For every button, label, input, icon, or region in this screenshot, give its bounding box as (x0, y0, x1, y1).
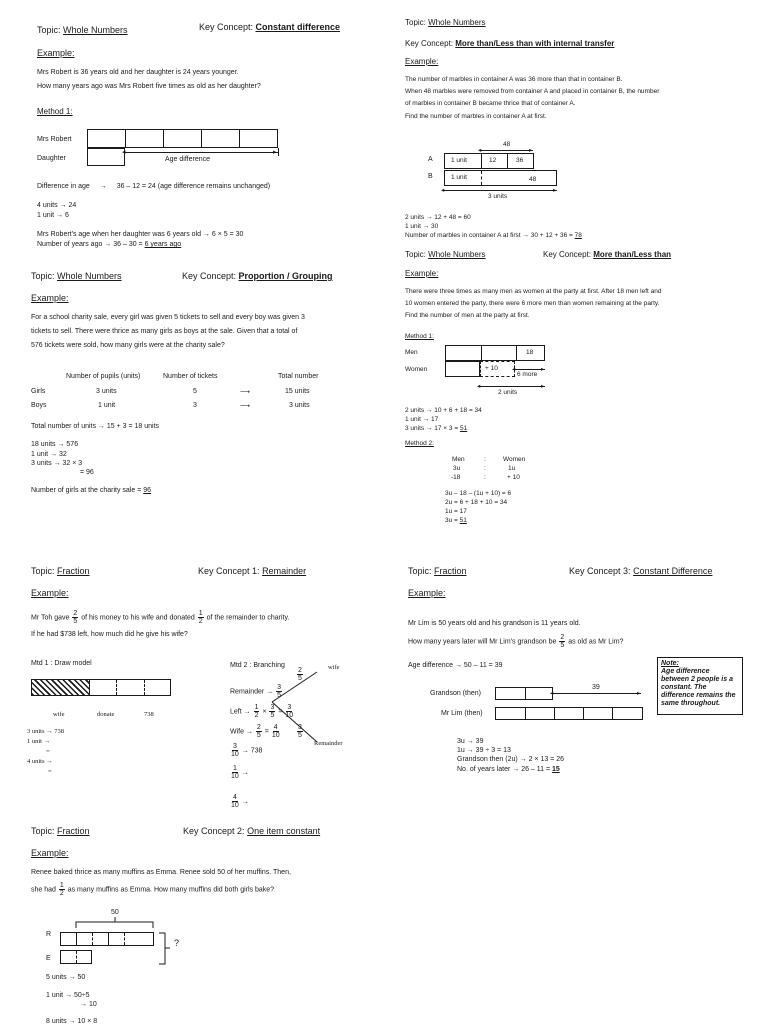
working-line: 4 units → (27, 758, 53, 765)
fraction (59, 882, 65, 897)
working-text: No. of years later → 26 – 11 = (457, 766, 553, 773)
working-line (230, 765, 249, 780)
fraction (198, 610, 204, 625)
problem-line (408, 634, 623, 649)
problem-line: When 48 marbles were removed from container A and placed in container B, the number (405, 88, 660, 95)
working-text: Left → (230, 708, 251, 716)
bar-label-daughter: Daughter (37, 155, 66, 162)
cell-label: 1 unit (451, 157, 467, 164)
fraction (231, 743, 239, 758)
working-text: → (241, 798, 249, 806)
working-line (405, 232, 582, 239)
money-bar (31, 679, 171, 696)
table-cell: 1 unit (98, 402, 116, 409)
topic-name: Fraction (434, 566, 467, 576)
problem-line: How many years ago was Mrs Robert five times as old as her daughter? (37, 83, 261, 90)
table-cell: 3 units (96, 388, 117, 395)
problem-line: Renee baked thrice as many muffins as Emma. Renee sold 50 of her muffins. Then, (31, 869, 291, 876)
topic-heading (31, 566, 90, 576)
numerator: 2 (560, 634, 565, 641)
example-label: Example: (31, 293, 69, 303)
bar-label-a: A (428, 156, 433, 163)
key-concept-heading (199, 22, 340, 32)
container-b-bar (444, 170, 557, 186)
denominator: 10 (271, 732, 280, 739)
numerator: 3 (298, 724, 302, 731)
bar-label-e: E (46, 955, 51, 962)
answer: 51 (459, 425, 468, 432)
working-line: 1 unit → 6 (37, 212, 69, 219)
topic-name: Fraction (57, 826, 90, 836)
working-line: → 10 (80, 1001, 97, 1008)
concept-label: Key Concept 2: (183, 826, 245, 836)
method-label: Method 2: (405, 440, 434, 447)
topic-name: Whole Numbers (428, 250, 486, 259)
fraction (231, 794, 239, 809)
topic-label: Topic: (408, 566, 432, 576)
example-label: Example: (37, 48, 75, 58)
problem-line (31, 882, 274, 897)
problem-line: Find the number of men at the party at first. (405, 312, 530, 319)
daughter-bar (87, 148, 125, 166)
numerator: 4 (273, 724, 278, 731)
answer: 96 (143, 487, 152, 494)
working-line: 2 units → 12 + 48 = 60 (405, 214, 471, 221)
note-title: Note: (661, 660, 679, 667)
row-label: Boys (31, 402, 47, 409)
working-line: Age difference → 50 – 11 = 39 (408, 662, 503, 669)
table-cell: 15 units (285, 388, 310, 395)
topic-label: Topic: (405, 250, 426, 259)
numerator: 3 (232, 743, 237, 750)
topic-label: Topic: (31, 826, 55, 836)
topic-heading (405, 250, 486, 259)
working-line: 18 units → 576 (31, 441, 79, 448)
bar-label-grandson: Grandson (then) (430, 690, 481, 697)
denominator: 5 (560, 642, 565, 649)
concept-name: Remainder (262, 566, 307, 576)
problem-line: The number of marbles in container A was 36 more than that in container B. (405, 76, 623, 83)
topic-name: Whole Numbers (428, 18, 486, 27)
brace-right (158, 932, 172, 966)
example-label: Example: (31, 588, 69, 598)
topic-heading (405, 18, 486, 27)
working-line: 4 units → 24 (37, 202, 77, 209)
operator: = (278, 708, 283, 716)
fraction (297, 724, 303, 739)
working-text: Remainder → (230, 688, 274, 696)
working-text: → 738 (241, 747, 263, 755)
table-cell: -18 (451, 474, 461, 481)
working-line: = (48, 768, 52, 775)
numerator: 1 (198, 610, 203, 617)
example-label: Example: (31, 848, 69, 858)
age-difference-arrow (125, 152, 278, 153)
answer: 78 (574, 232, 582, 239)
fraction (72, 610, 78, 625)
key-concept-heading (569, 566, 712, 576)
problem-text: as many muffins as Emma. How many muffins did both girls bake? (65, 886, 275, 894)
numerator: 2 (73, 610, 78, 617)
working-text: Difference in age (37, 183, 90, 190)
table-header: Total number (278, 373, 319, 380)
key-concept-heading (183, 826, 320, 836)
cell-label: 18 (526, 349, 534, 356)
note-body: Age difference between 2 people is a constant. The difference remains the same throughout. (661, 668, 736, 708)
cell-label: + 10 (485, 365, 498, 372)
working-line: 8 units → 10 × 8 (46, 1018, 98, 1024)
problem-line (31, 610, 289, 625)
numerator: 2 (298, 667, 302, 674)
age-difference-label: Age difference (165, 156, 211, 163)
working-line: 1 unit → 17 (405, 416, 439, 423)
fraction (231, 765, 239, 780)
concept-name: Constant difference (255, 22, 341, 32)
working-line: = 96 (80, 469, 94, 476)
tree-fraction-top (296, 667, 304, 682)
working-line: = (46, 748, 50, 755)
answer: 6 years ago (144, 241, 182, 248)
denominator: 5 (298, 732, 302, 739)
concept-name: Proportion / Grouping (238, 271, 333, 281)
working-text: Number of years ago → 36 – 30 = (37, 241, 145, 248)
bar-label-738: 738 (144, 711, 154, 718)
bar-label-mrlim: Mr Lim (then) (441, 710, 483, 717)
renee-bar (60, 932, 154, 946)
bar-label-women: Women (405, 366, 428, 373)
working-line: 1 unit → 30 (405, 223, 439, 230)
key-concept-heading (543, 250, 671, 259)
example-label: Example: (408, 588, 446, 598)
working-line: 2 units → 10 + 6 + 18 = 34 (405, 407, 482, 414)
concept-label: Key Concept 3: (569, 566, 631, 576)
working-text: Number of girls at the charity sale = (31, 487, 144, 494)
working-line: 3 units → 32 × 3 (31, 460, 83, 467)
table-cell: 5 (193, 388, 197, 395)
working-line (230, 743, 262, 758)
problem-text: of the remainder to charity. (204, 614, 290, 622)
bar-label-robert: Mrs Robert (37, 136, 72, 143)
key-concept-heading (405, 39, 614, 48)
concept-label: Key Concept: (543, 250, 592, 259)
problem-text: she had (31, 886, 58, 894)
working-line: Mrs Robert's age when her daughter was 6 years old → 6 × 5 = 30 (37, 231, 244, 238)
problem-text: How many years later will Mr Lim's grandson be (408, 638, 559, 646)
brace-top (75, 917, 155, 929)
fraction (559, 634, 565, 649)
numerator: 1 (232, 765, 237, 772)
denominator: 5 (270, 712, 275, 719)
value-label: 50 (111, 909, 119, 916)
answer: 15 (552, 766, 560, 773)
cell-label: 1 unit (451, 174, 467, 181)
emma-bar (60, 950, 92, 964)
method-label: Mtd 1 : Draw model (31, 660, 92, 667)
numerator: 3 (277, 684, 282, 691)
numerator: 2 (256, 724, 261, 731)
working-line: 1 unit → 50÷5 (46, 992, 90, 999)
topic-label: Topic: (405, 18, 426, 27)
table-header: Men (452, 456, 465, 463)
working-line: 3u – 18 – (1u + 10) = 6 (445, 490, 512, 497)
working-line (457, 766, 560, 773)
fraction (256, 724, 262, 739)
grandson-bar (495, 687, 553, 700)
concept-name: More than/Less than with internal transfer (455, 39, 615, 48)
numerator: 1 (59, 882, 64, 889)
topic-heading (37, 25, 128, 35)
topic-name: Fraction (57, 566, 90, 576)
denominator: 5 (73, 618, 78, 625)
concept-label: Key Concept 1: (198, 566, 260, 576)
working-text: Number of marbles in container A at first → 30 + 12 + 36 = (405, 232, 575, 239)
fraction (254, 704, 260, 719)
numerator: 3 (270, 704, 275, 711)
working-text: → (241, 769, 249, 777)
method-label: Method 1: (37, 107, 73, 116)
denominator: 10 (231, 773, 239, 780)
value-label: 39 (592, 684, 600, 691)
bar-label-donate: donate (97, 711, 115, 718)
note-box (657, 657, 743, 715)
row-label: Girls (31, 388, 46, 395)
table-header: Number of pupils (units) (66, 373, 141, 380)
method-label: Mtd 2 : Branching (230, 662, 285, 669)
denominator: 10 (231, 751, 239, 758)
problem-line: 10 women entered the party, there were 6 more men than women remaining at the party. (405, 300, 660, 307)
working-line (230, 794, 249, 809)
working-line: 2u = 6 + 18 + 10 = 34 (445, 499, 508, 506)
denominator: 5 (256, 732, 261, 739)
topic-heading (408, 566, 467, 576)
working-line (405, 425, 467, 432)
working-line: 1u = 17 (445, 508, 467, 515)
denominator: 5 (277, 692, 282, 699)
problem-line: For a school charity sale, every girl was given 5 tickets to sell and every boy was given 3 (31, 314, 305, 321)
table-cell: 1u (508, 465, 516, 472)
working-line: 1u → 39 ÷ 3 = 13 (457, 747, 511, 754)
operator: = (264, 728, 269, 736)
table-cell: 3 (193, 402, 197, 409)
operator: × (262, 708, 267, 716)
value-label: 2 units (498, 389, 518, 396)
concept-name: More than/Less than (593, 250, 672, 259)
problem-line: of marbles in container B became thrice that of container A. (405, 100, 576, 107)
working-text: Wife → (230, 728, 253, 736)
denominator: 2 (198, 618, 203, 625)
fraction (297, 667, 303, 682)
cell-label: 12 (489, 157, 497, 164)
problem-line: Mrs Robert is 36 years old and her daughter is 24 years younger. (37, 69, 239, 76)
concept-label: Key Concept: (199, 22, 254, 32)
table-cell: 3 units (289, 402, 310, 409)
women-bar (445, 361, 480, 377)
tree-fraction-bottom (296, 724, 304, 739)
answer: 51 (459, 517, 467, 524)
women-added-bar (480, 361, 515, 377)
problem-line: There were three times as many men as women at the party at first. After 18 men left and (405, 288, 662, 295)
key-concept-heading (182, 271, 333, 281)
numerator: 4 (232, 794, 237, 801)
working-line: 3u → 39 (457, 738, 484, 745)
container-a-bar (444, 153, 534, 169)
topic-name: Whole Numbers (63, 25, 128, 35)
problem-line: 576 tickets were sold, how many girls were at the charity sale? (31, 342, 225, 349)
table-cell: + 10 (507, 474, 520, 481)
working-line: 1 unit → (27, 738, 51, 745)
problem-line: If he had $738 left, how much did he give his wife? (31, 631, 188, 638)
tree-label-remainder: Remainder (314, 740, 343, 747)
bar-label-r: R (46, 931, 52, 938)
example-label: Example: (405, 269, 439, 278)
concept-label: Key Concept: (182, 271, 237, 281)
topic-heading (31, 826, 90, 836)
working-text: 3 units → 17 × 3 = (405, 425, 460, 432)
bar-label-b: B (428, 173, 433, 180)
problem-line: tickets to sell. There were thrice as many girls as boys at the sale. Given that a total of (31, 328, 298, 335)
numerator: 1 (254, 704, 259, 711)
denominator: 2 (59, 890, 64, 897)
table-cell: 3u (453, 465, 461, 472)
tree-label-wife: wife (328, 664, 340, 671)
topic-label: Topic: (31, 271, 55, 281)
topic-label: Topic: (31, 566, 55, 576)
working-line (445, 517, 467, 524)
topic-name: Whole Numbers (57, 271, 122, 281)
numerator: 3 (287, 704, 292, 711)
topic-label: Topic: (37, 25, 61, 35)
problem-line: Mr Lim is 50 years old and his grandson is 11 years old. (408, 620, 581, 627)
denominator: 5 (298, 675, 302, 682)
value-label: 6 more (517, 371, 538, 378)
cell-label: 48 (529, 176, 537, 183)
table-header: Number of tickets (163, 373, 218, 380)
concept-name: One item constant (247, 826, 321, 836)
men-bar (445, 345, 545, 361)
working-line: 1 unit → 32 (31, 451, 67, 458)
denominator: 10 (231, 802, 239, 809)
working-line: Difference in age → 36 – 12 = 24 (age difference remains unchanged) (37, 183, 271, 190)
concept-label: Key Concept: (405, 39, 454, 48)
working-line: 5 units → 50 (46, 974, 86, 981)
working-line (31, 487, 151, 494)
problem-text: as old as Mr Lim? (566, 638, 624, 646)
table-header: Women (503, 456, 526, 463)
robert-bar (87, 129, 278, 148)
denominator: 2 (254, 712, 259, 719)
working-line: Total number of units → 15 + 3 = 18 units (31, 423, 160, 430)
working-line: Grandson then (2u) → 2 × 13 = 26 (457, 756, 565, 763)
mrlim-bar (495, 707, 643, 720)
question-mark: ? (174, 938, 180, 948)
denominator: 10 (285, 712, 294, 719)
value-label: 48 (503, 141, 511, 148)
problem-text: Mr Toh gave (31, 614, 72, 622)
working-text: 36 – 12 = 24 (age difference remains unchanged) (116, 183, 271, 190)
example-label: Example: (405, 57, 439, 66)
bar-label-men: Men (405, 349, 418, 356)
problem-text: of his money to his wife and donated (79, 614, 197, 622)
method-label: Method 1: (405, 333, 434, 340)
key-concept-heading (198, 566, 306, 576)
problem-line: Find the number of marbles in container A at first. (405, 113, 547, 120)
value-label: 3 units (488, 193, 508, 200)
concept-name: Constant Difference (633, 566, 713, 576)
working-line (37, 241, 181, 248)
cell-label: 36 (516, 157, 524, 164)
working-text: 3u = (445, 517, 460, 524)
bar-label-wife: wife (53, 711, 65, 718)
working-line: 3 units → 738 (27, 728, 65, 735)
topic-heading (31, 271, 122, 281)
